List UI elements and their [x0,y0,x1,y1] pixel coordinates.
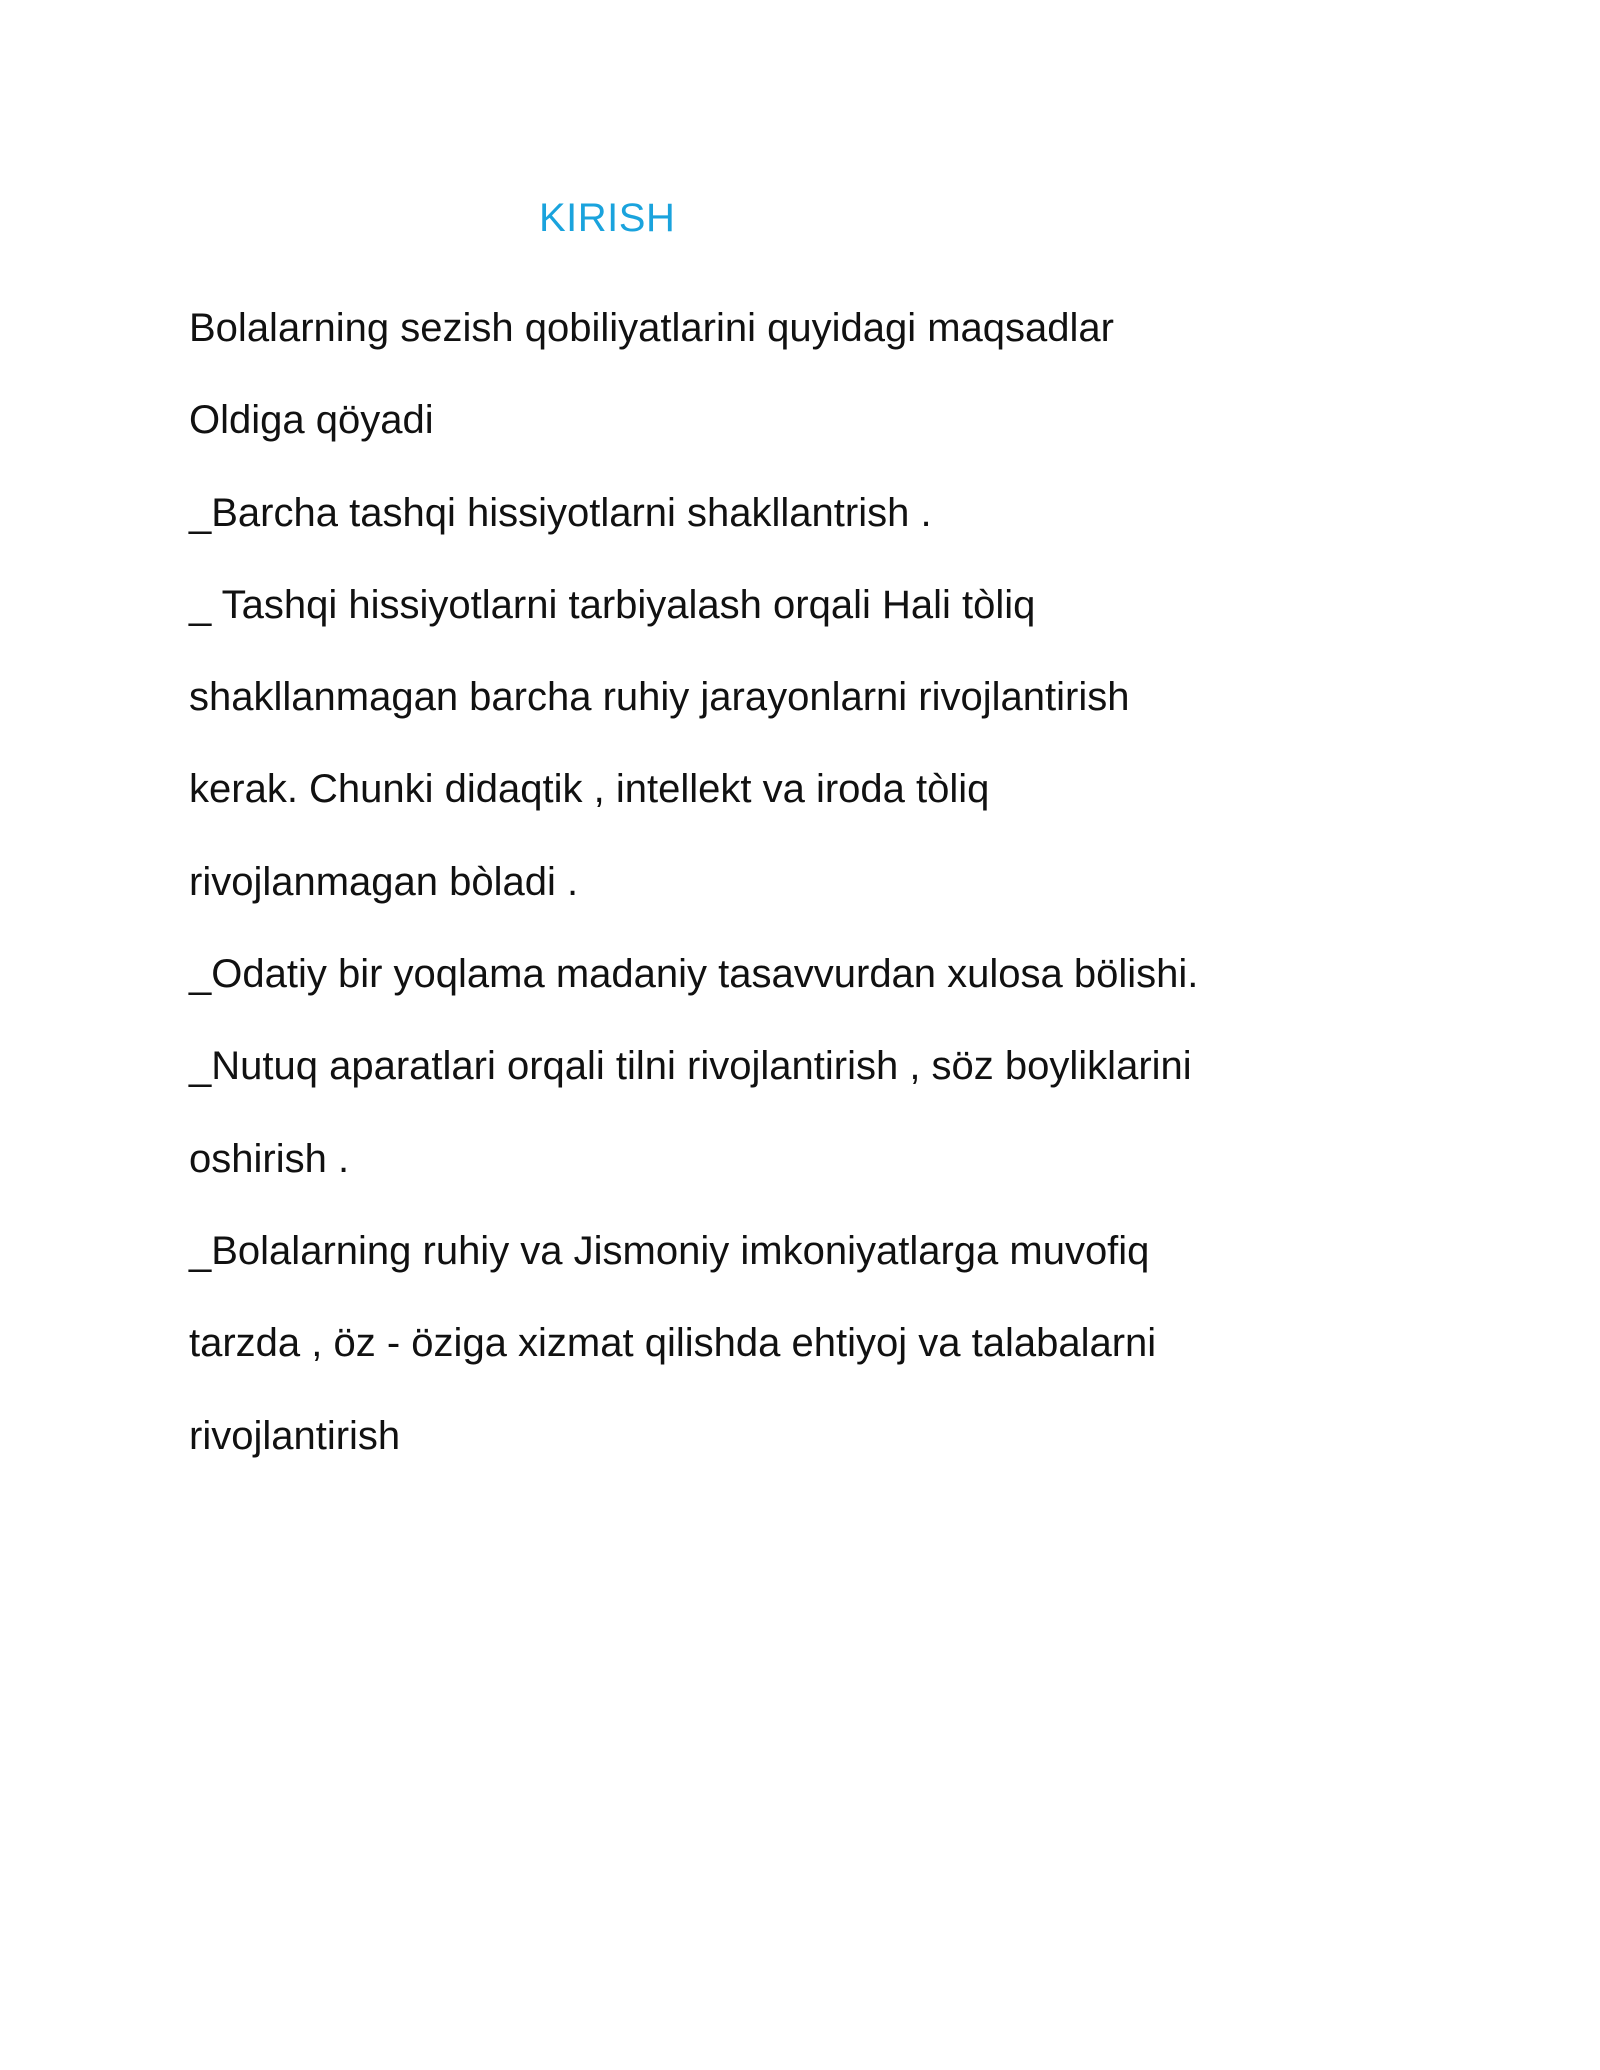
text-line: _Bolalarning ruhiy va Jismoniy imkoniyatlarga muvofiq [189,1228,1150,1273]
text-line: shakllanmagan barcha ruhiy jarayonlarni rivojlantirish [189,675,1130,720]
body-text [189,282,1449,1482]
text-line: Bolalarning sezish qobiliyatlarini quyidagi maqsadlar [189,306,1114,350]
text-line: _Nutuq aparatlari orqali tilni rivojlantirish , söz boyliklarini [189,1044,1192,1089]
text-line: kerak. Chunki didaqtik , intellekt va iroda tòliq [189,767,990,812]
text-line: Oldiga qöyadi [189,398,434,443]
text-line: _Barcha tashqi hissiyotlarni shakllantrish . [189,490,932,535]
text-line: tarzda , öz - öziga xizmat qilishda ehtiyoj va talabalarni [189,1321,1157,1366]
text-line: rivojlanmagan bòladi . [189,859,579,904]
text-line: rivojlantirish [189,1413,401,1458]
text-line: oshirish . [189,1136,350,1181]
page-title: KIRISH [539,196,676,240]
text-line: _ Tashqi hissiyotlarni tarbiyalash orqali Hali tòliq [189,582,1036,627]
text-line: _Odatiy bir yoqlama madaniy tasavvurdan xulosa bölishi. [189,952,1199,997]
